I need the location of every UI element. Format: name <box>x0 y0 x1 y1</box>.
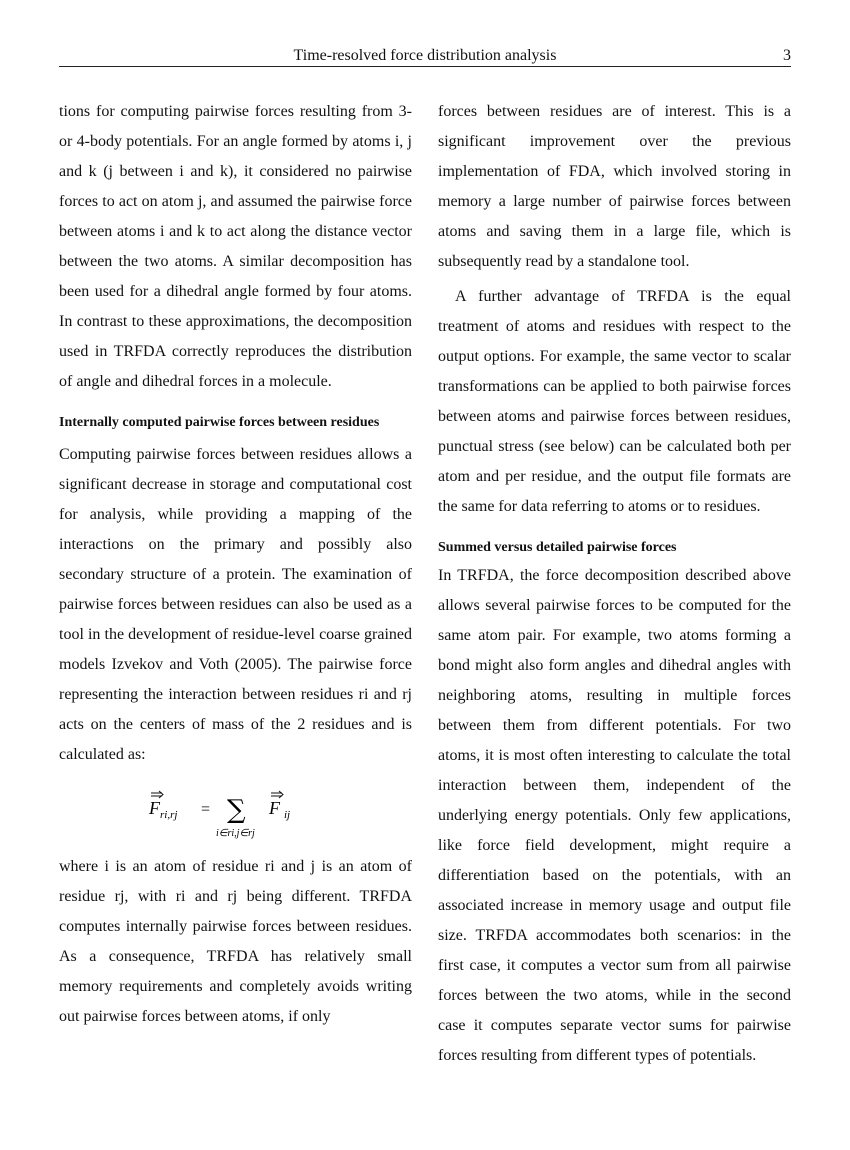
right-paragraph-1: forces between residues are of interest. This is a significant improvement over the previous implementation of FDA, which involved storing in memory a large number of pairwise forces between atoms and saving them in a large file, which is subsequently read by a standalone tool. <box>438 103 791 270</box>
page-number: 3 <box>783 47 791 64</box>
equation-svg <box>139 780 319 842</box>
section-heading-summed-vs-detailed: Summed versus detailed pairwise forces <box>438 540 677 555</box>
residue-force-equation <box>59 780 412 842</box>
running-title: Time-resolved force distribution analysis <box>293 47 557 64</box>
sum-limits: i∈ri,j∈rj <box>216 828 255 839</box>
rhs-subscript: ij <box>284 809 291 821</box>
running-header <box>59 46 791 67</box>
left-paragraph-3: where i is an atom of residue ri and j is an atom of residue rj, with ri and rj being different. TRFDA computes internally pairwise forces between residues. As a consequence, TRFDA has relatively small memory requirements and completely avoids writing out pairwise forces between atoms, if only <box>59 858 412 1025</box>
lhs-subscript: ri,rj <box>160 809 178 821</box>
left-paragraph-1: tions for computing pairwise forces resulting from 3- or 4-body potentials. For an angle formed by atoms i, j and k (j between i and k), it considered no pairwise forces to act on atom j, and assumed the pairwise force between atoms i and k to act along the distance vector between the two atoms. A similar decomposition has been used for a dihedral angle formed by four atoms. In contrast to these approximations, the decomposition used in TRFDA correctly reproduces the distribution of angle and dihedral forces in a molecule. <box>59 103 412 390</box>
equals-sign: = <box>201 801 211 818</box>
left-column <box>59 97 412 1032</box>
section-heading-residue-forces: Internally computed pairwise forces between residues <box>59 415 380 430</box>
lhs-symbol: F <box>149 798 160 818</box>
lhs-vector-arrow <box>151 791 163 798</box>
rhs-vector-arrow <box>271 791 283 798</box>
rhs-symbol: F <box>269 798 280 818</box>
left-paragraph-2: Computing pairwise forces between residues allows a significant decrease in storage and computational cost for analysis, while providing a mapping of the interactions on the primary and possibly also secondary structure of a protein. The examination of pairwise forces between residues can also be used as a tool in the development of residue-level coarse grained models Izvekov and Voth (2005). The pairwise force representing the interaction between residues ri and rj acts on the centers of mass of the 2 residues and is calculated as: <box>59 446 412 763</box>
right-paragraph-2: A further advantage of TRFDA is the equal treatment of atoms and residues with respect to the output options. For example, the same vector to scalar transformations can be applied to both pairwise forces between atoms and pairwise forces between residues, punctual stress (see below) can be calculated both per atom and per residue, and the output file formats are the same for data referring to atoms or to residues. <box>438 288 791 515</box>
right-column <box>438 97 791 1071</box>
right-paragraph-3: In TRFDA, the force decomposition described above allows several pairwise forces to be computed for the same atom pair. For example, two atoms forming a bond might also form angles and dihedral angles with neighboring atoms, resulting in multiple forces between them from different potentials. For two atoms, it is most often interesting to calculate the total interaction between them, independent of the underlying energy potentials. Only few applications, like force field development, might require a differentiation based on the potentials, with an associated increase in memory usage and output file size. TRFDA accommodates both scenarios: in the first case, it computes a vector sum from all pairwise forces between the two atoms, while in the second case it computes separate vector sums for pairwise forces resulting from different types of potentials. <box>438 567 791 1064</box>
sum-symbol: ∑ <box>227 795 246 825</box>
